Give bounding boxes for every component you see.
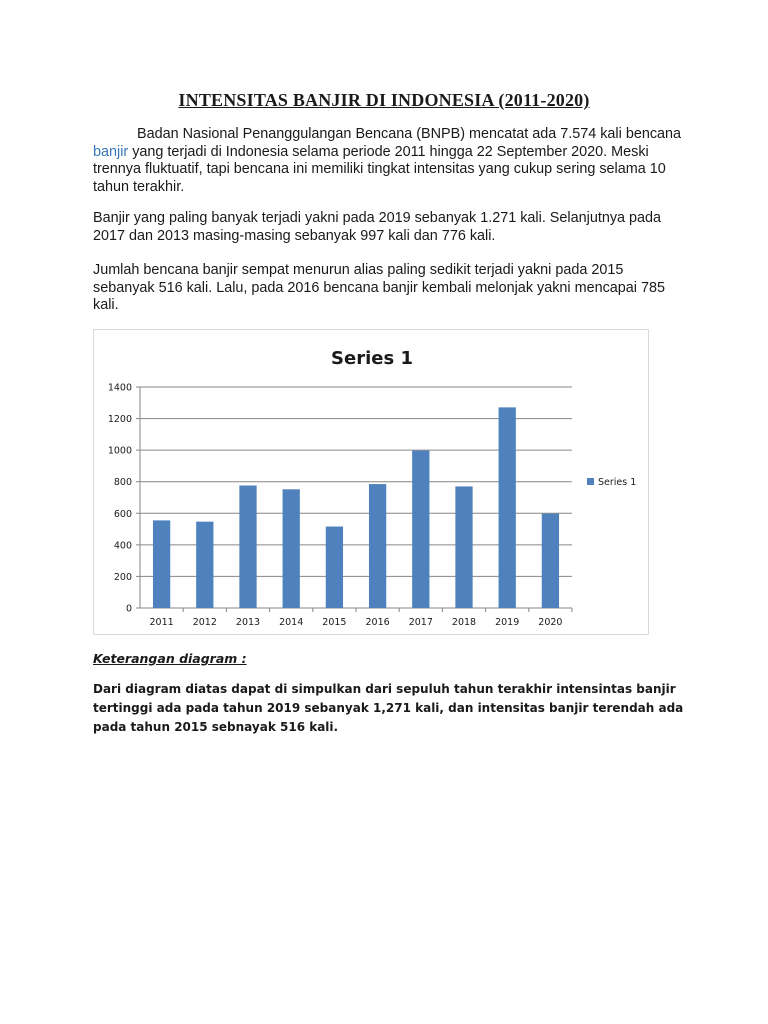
x-tick-label: 2018 bbox=[451, 617, 477, 628]
x-tick-label: 2017 bbox=[408, 617, 433, 628]
bar bbox=[412, 451, 429, 608]
paragraph-intro-end: yang terjadi di Indonesia selama periode 2011 hingga 22 September 2020. Meski trennya fluktuatif, tapi bencana ini memiliki tingkat intensitas yang cukup sering selama 10 tahun terakhir. bbox=[93, 143, 666, 195]
banjir-link[interactable]: banjir bbox=[93, 143, 129, 160]
bar bbox=[326, 527, 343, 608]
y-tick-label: 0 bbox=[125, 603, 132, 615]
y-tick-label: 400 bbox=[113, 540, 132, 552]
legend-swatch bbox=[587, 478, 594, 485]
y-tick-label: 1000 bbox=[107, 445, 132, 457]
y-tick-label: 1200 bbox=[107, 414, 132, 426]
paragraph-intro-start: Badan Nasional Penanggulangan Bencana (BNPB) mencatat ada 7.574 kali bencana bbox=[137, 126, 682, 142]
bar-chart-svg bbox=[94, 330, 650, 636]
y-tick-label: 1400 bbox=[107, 382, 132, 394]
bar bbox=[499, 407, 516, 608]
x-tick-label: 2014 bbox=[279, 617, 304, 628]
x-tick-label: 2013 bbox=[235, 617, 261, 628]
bar bbox=[196, 522, 213, 608]
legend-label: Series 1 bbox=[598, 477, 637, 488]
y-tick-label: 600 bbox=[113, 508, 132, 520]
bar bbox=[455, 486, 472, 608]
paragraph-low: Jumlah bencana banjir sempat menurun alias paling sedikit terjadi yakni pada 2015 sebanyak 516 kali. Lalu, pada 2016 bencana banjir kembali melonjak yakni mencapai 785 kali. bbox=[93, 262, 666, 313]
bar bbox=[369, 484, 386, 608]
keterangan-body: Dari diagram diatas dapat di simpulkan dari sepuluh tahun terakhir intensintas banjir tertinggi ada pada tahun 2019 sebanyak 1,271 kali, dan intensitas banjir terendah ada pada tahun 2015 sebnayak 516 kali. bbox=[93, 682, 684, 734]
chart-title: Series 1 bbox=[331, 348, 413, 369]
keterangan-heading: Keterangan diagram : bbox=[93, 651, 247, 666]
y-tick-label: 200 bbox=[113, 571, 132, 583]
bar-chart bbox=[93, 329, 649, 635]
paragraph-peak: Banjir yang paling banyak terjadi yakni pada 2019 sebanyak 1.271 kali. Selanjutnya pada 2017 dan 2013 masing-masing sebanyak 997 kali dan 776 kali. bbox=[93, 210, 662, 244]
y-tick-label: 800 bbox=[113, 477, 132, 489]
x-tick-label: 2016 bbox=[365, 617, 390, 628]
bar bbox=[283, 489, 300, 608]
document-title: INTENSITAS BANJIR DI INDONESIA (2011-2020) bbox=[178, 90, 590, 110]
x-tick-label: 2019 bbox=[495, 617, 520, 628]
bar bbox=[153, 520, 170, 608]
x-tick-label: 2015 bbox=[322, 617, 347, 628]
bar bbox=[239, 486, 256, 608]
x-tick-label: 2012 bbox=[192, 617, 217, 628]
x-tick-label: 2011 bbox=[149, 617, 174, 628]
x-tick-label: 2020 bbox=[538, 617, 563, 628]
bar bbox=[542, 514, 559, 608]
paragraph-intro bbox=[93, 126, 683, 196]
